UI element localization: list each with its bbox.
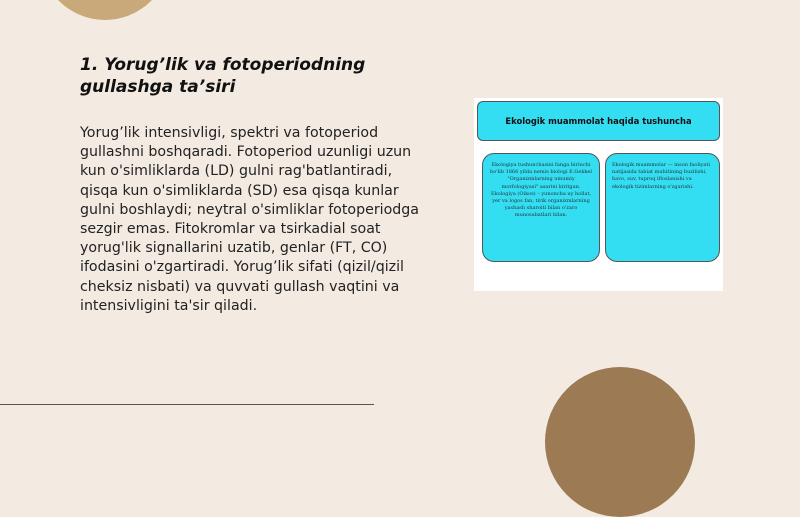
diagram-top-box bbox=[477, 101, 720, 141]
diagram-image bbox=[474, 98, 723, 291]
diagram-top-label: Ekologik muammolat haqida tushuncha bbox=[505, 116, 692, 126]
diagram-left-box bbox=[482, 153, 600, 262]
decorative-circle-bottom bbox=[545, 367, 695, 517]
diagram-right-text: Ekologik muammolar — inson faoliyati natijasida tabiat muhitining buzilishi, havo, suv, tuproq ifloslanishi va ekologik tizimlarning o'zgarishi. bbox=[612, 162, 710, 190]
diagram-right-box bbox=[605, 153, 720, 262]
slide-body-text: Yorug’lik intensivligi, spektri va fotoperiod gullashni boshqaradi. Fotoperiod uzunligi uzun kun o'simliklarda (LD) gulni rag'batlantiradi, qisqa kun o'simliklarda (SD) esa qisqa kunlar gulni boshlaydi; neytral o'simliklar fotoperiodga sezgir emas. Fitokromlar va tsirkadial soat yorug'lik signallarini uzatib, genlar (FT, CO) ifodasini o'zgartiradi. Yorug’lik sifati (qizil/qizil cheksiz nisbati) va quvvati gullash vaqtini va intensivligini ta'sir qiladi. bbox=[80, 125, 420, 314]
decorative-circle-top bbox=[40, 0, 170, 20]
divider-line bbox=[0, 404, 374, 405]
slide-title: 1. Yorug’lik va fotoperiodning gullashga ta’siri bbox=[80, 55, 366, 97]
diagram-left-text: Ekologiya tushunchasini fanga birinchi bo'lib 1866 yilda nemis biologi E.Gekkel "Organizmlarning umumiy morfologiyasi" asarini kiritgan. Ekologiya (Oikos) – yunoncha uy hollat, yer va logos fan, tirik organizmlarning yashash sharoiti bilan o'zaro munosabatlari bilan. bbox=[490, 162, 592, 219]
